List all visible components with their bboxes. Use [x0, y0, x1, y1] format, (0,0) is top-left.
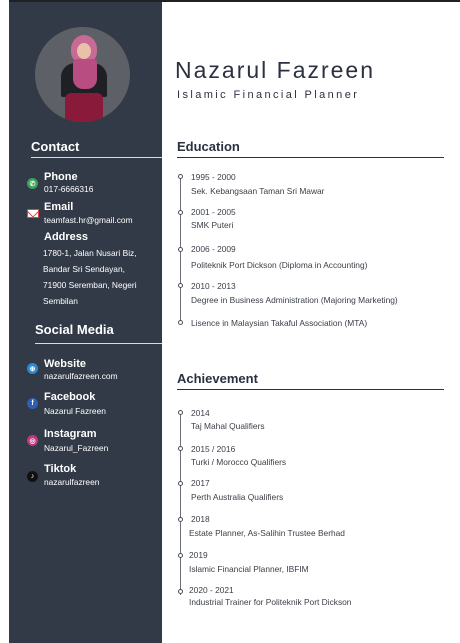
education-years: 1995 - 2000 — [191, 172, 236, 182]
phone-icon: ✆ — [27, 178, 38, 189]
education-dot — [178, 210, 183, 215]
tiktok-label: Tiktok — [44, 463, 77, 475]
contact-heading: Contact — [31, 139, 80, 154]
tiktok-icon: ♪ — [27, 471, 38, 482]
avatar — [35, 27, 130, 122]
email-value[interactable]: teamfast.hr@gmail.com — [44, 215, 133, 225]
education-dot — [178, 283, 183, 288]
social-heading: Social Media — [35, 322, 114, 337]
achievement-detail: Industrial Trainer for Politeknik Port Dickson — [189, 597, 352, 607]
education-divider — [177, 157, 444, 158]
achievement-dot — [178, 517, 183, 522]
achievement-detail: Estate Planner, As-Salihin Trustee Berhad — [189, 528, 345, 538]
achievement-years: 2015 / 2016 — [191, 444, 236, 454]
candidate-title: Islamic Financial Planner — [177, 89, 360, 101]
facebook-value[interactable]: Nazarul Fazreen — [44, 406, 106, 416]
address-line-3: 71900 Seremban, Negeri — [43, 280, 137, 290]
avatar-face — [77, 43, 91, 59]
achievement-divider — [177, 389, 444, 390]
achievement-detail: Turki / Morocco Qualifiers — [191, 457, 287, 467]
education-detail: Sek. Kebangsaan Taman Sri Mawar — [191, 186, 325, 196]
address-line-4: Sembilan — [43, 296, 78, 306]
instagram-label: Instagram — [44, 428, 97, 440]
candidate-name: Nazarul Fazreen — [175, 57, 376, 83]
website-value[interactable]: nazarulfazreen.com — [44, 371, 118, 381]
email-label: Email — [44, 201, 74, 213]
achievement-detail: Perth Australia Qualifiers — [191, 492, 284, 502]
achievement-timeline — [180, 412, 181, 595]
achievement-years: 2018 — [191, 514, 210, 524]
achievement-dot — [178, 589, 183, 594]
education-detail: Lisence in Malaysian Takaful Association (MTA) — [191, 318, 368, 328]
education-dot — [178, 174, 183, 179]
achievement-detail: Islamic Financial Planner, IBFIM — [189, 564, 309, 574]
education-years: 2010 - 2013 — [191, 281, 236, 291]
address-line-1: 1780-1, Jalan Nusari Biz, — [43, 248, 137, 258]
achievement-years: 2020 - 2021 — [189, 585, 234, 595]
education-dot — [178, 320, 183, 325]
achievement-dot — [178, 481, 183, 486]
avatar-skirt — [65, 93, 103, 122]
achievement-years: 2014 — [191, 408, 210, 418]
achievement-years: 2017 — [191, 478, 210, 488]
education-detail: Politeknik Port Dickson (Diploma in Accounting) — [191, 260, 368, 270]
education-detail: Degree in Business Administration (Majoring Marketing) — [191, 295, 398, 305]
achievement-years: 2019 — [189, 550, 208, 560]
contact-divider — [31, 157, 162, 158]
facebook-label: Facebook — [44, 391, 96, 403]
website-label: Website — [44, 358, 86, 370]
address-line-2: Bandar Sri Sendayan, — [43, 264, 125, 274]
phone-value[interactable]: 017-6666316 — [44, 184, 94, 194]
achievement-detail: Taj Mahal Qualifiers — [191, 421, 265, 431]
left-margin — [0, 0, 9, 643]
phone-label: Phone — [44, 171, 78, 183]
globe-icon: ⊕ — [27, 363, 38, 374]
instagram-icon: ◎ — [27, 435, 38, 446]
education-years: 2006 - 2009 — [191, 244, 236, 254]
address-label: Address — [44, 231, 89, 243]
tiktok-value[interactable]: nazarulfazreen — [44, 477, 100, 487]
avatar-scarf — [73, 59, 97, 89]
instagram-value[interactable]: Nazarul_Fazreen — [44, 443, 109, 453]
sidebar — [9, 2, 162, 643]
achievement-dot — [178, 446, 183, 451]
education-heading: Education — [177, 139, 240, 154]
mail-icon — [27, 209, 39, 218]
education-dot — [178, 247, 183, 252]
facebook-icon: f — [27, 398, 38, 409]
education-years: 2001 - 2005 — [191, 207, 236, 217]
achievement-dot — [178, 553, 183, 558]
social-divider — [35, 343, 162, 344]
achievement-heading: Achievement — [177, 371, 258, 386]
education-detail: SMK Puteri — [191, 220, 234, 230]
achievement-dot — [178, 410, 183, 415]
